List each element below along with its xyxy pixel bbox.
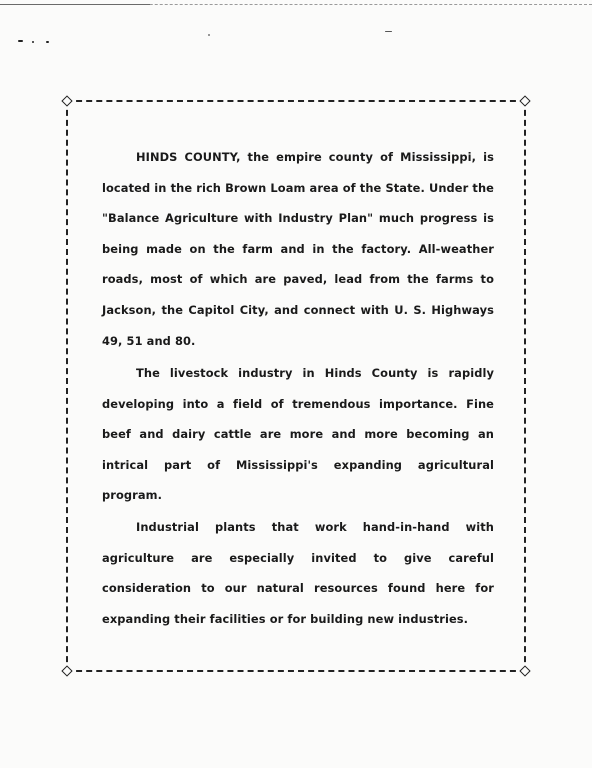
- scan-speck: [385, 31, 392, 32]
- scan-speck: [32, 41, 34, 43]
- scan-speck: [208, 34, 210, 36]
- scan-speck: [18, 40, 23, 42]
- paragraph-industrial: [102, 512, 494, 634]
- frame-corner-ornament: [61, 95, 72, 106]
- frame-corner-ornament: [519, 665, 530, 676]
- paragraph-text: HINDS COUNTY, the empire county of Mississippi, is located in the rich Brown Loam area of the State. Under the "Balance Agriculture with Industry Plan" much progress is being made on the farm and in the factory. All-weather roads, most of which are paved, lead from the farms to Jackson, the Capitol City, and connect with U. S. Highways 49, 51 and 80.: [102, 150, 494, 348]
- paragraph-livestock: [102, 358, 494, 511]
- frame-corner-ornament: [519, 95, 530, 106]
- frame-corner-ornament: [61, 665, 72, 676]
- paragraph-hinds-county: [102, 142, 494, 356]
- scan-top-edge-solid: [0, 4, 150, 5]
- paragraph-text: Industrial plants that work hand-in-hand with agriculture are especially invited to give careful consideration to our natural resources found here for expanding their facilities or for building new industries.: [102, 520, 494, 626]
- scan-speck: [46, 41, 49, 43]
- paragraph-text: The livestock industry in Hinds County is rapidly developing into a field of tremendous importance. Fine beef and dairy cattle are more and more becoming an intrical part of Mississippi's expanding agricultural program.: [102, 366, 494, 503]
